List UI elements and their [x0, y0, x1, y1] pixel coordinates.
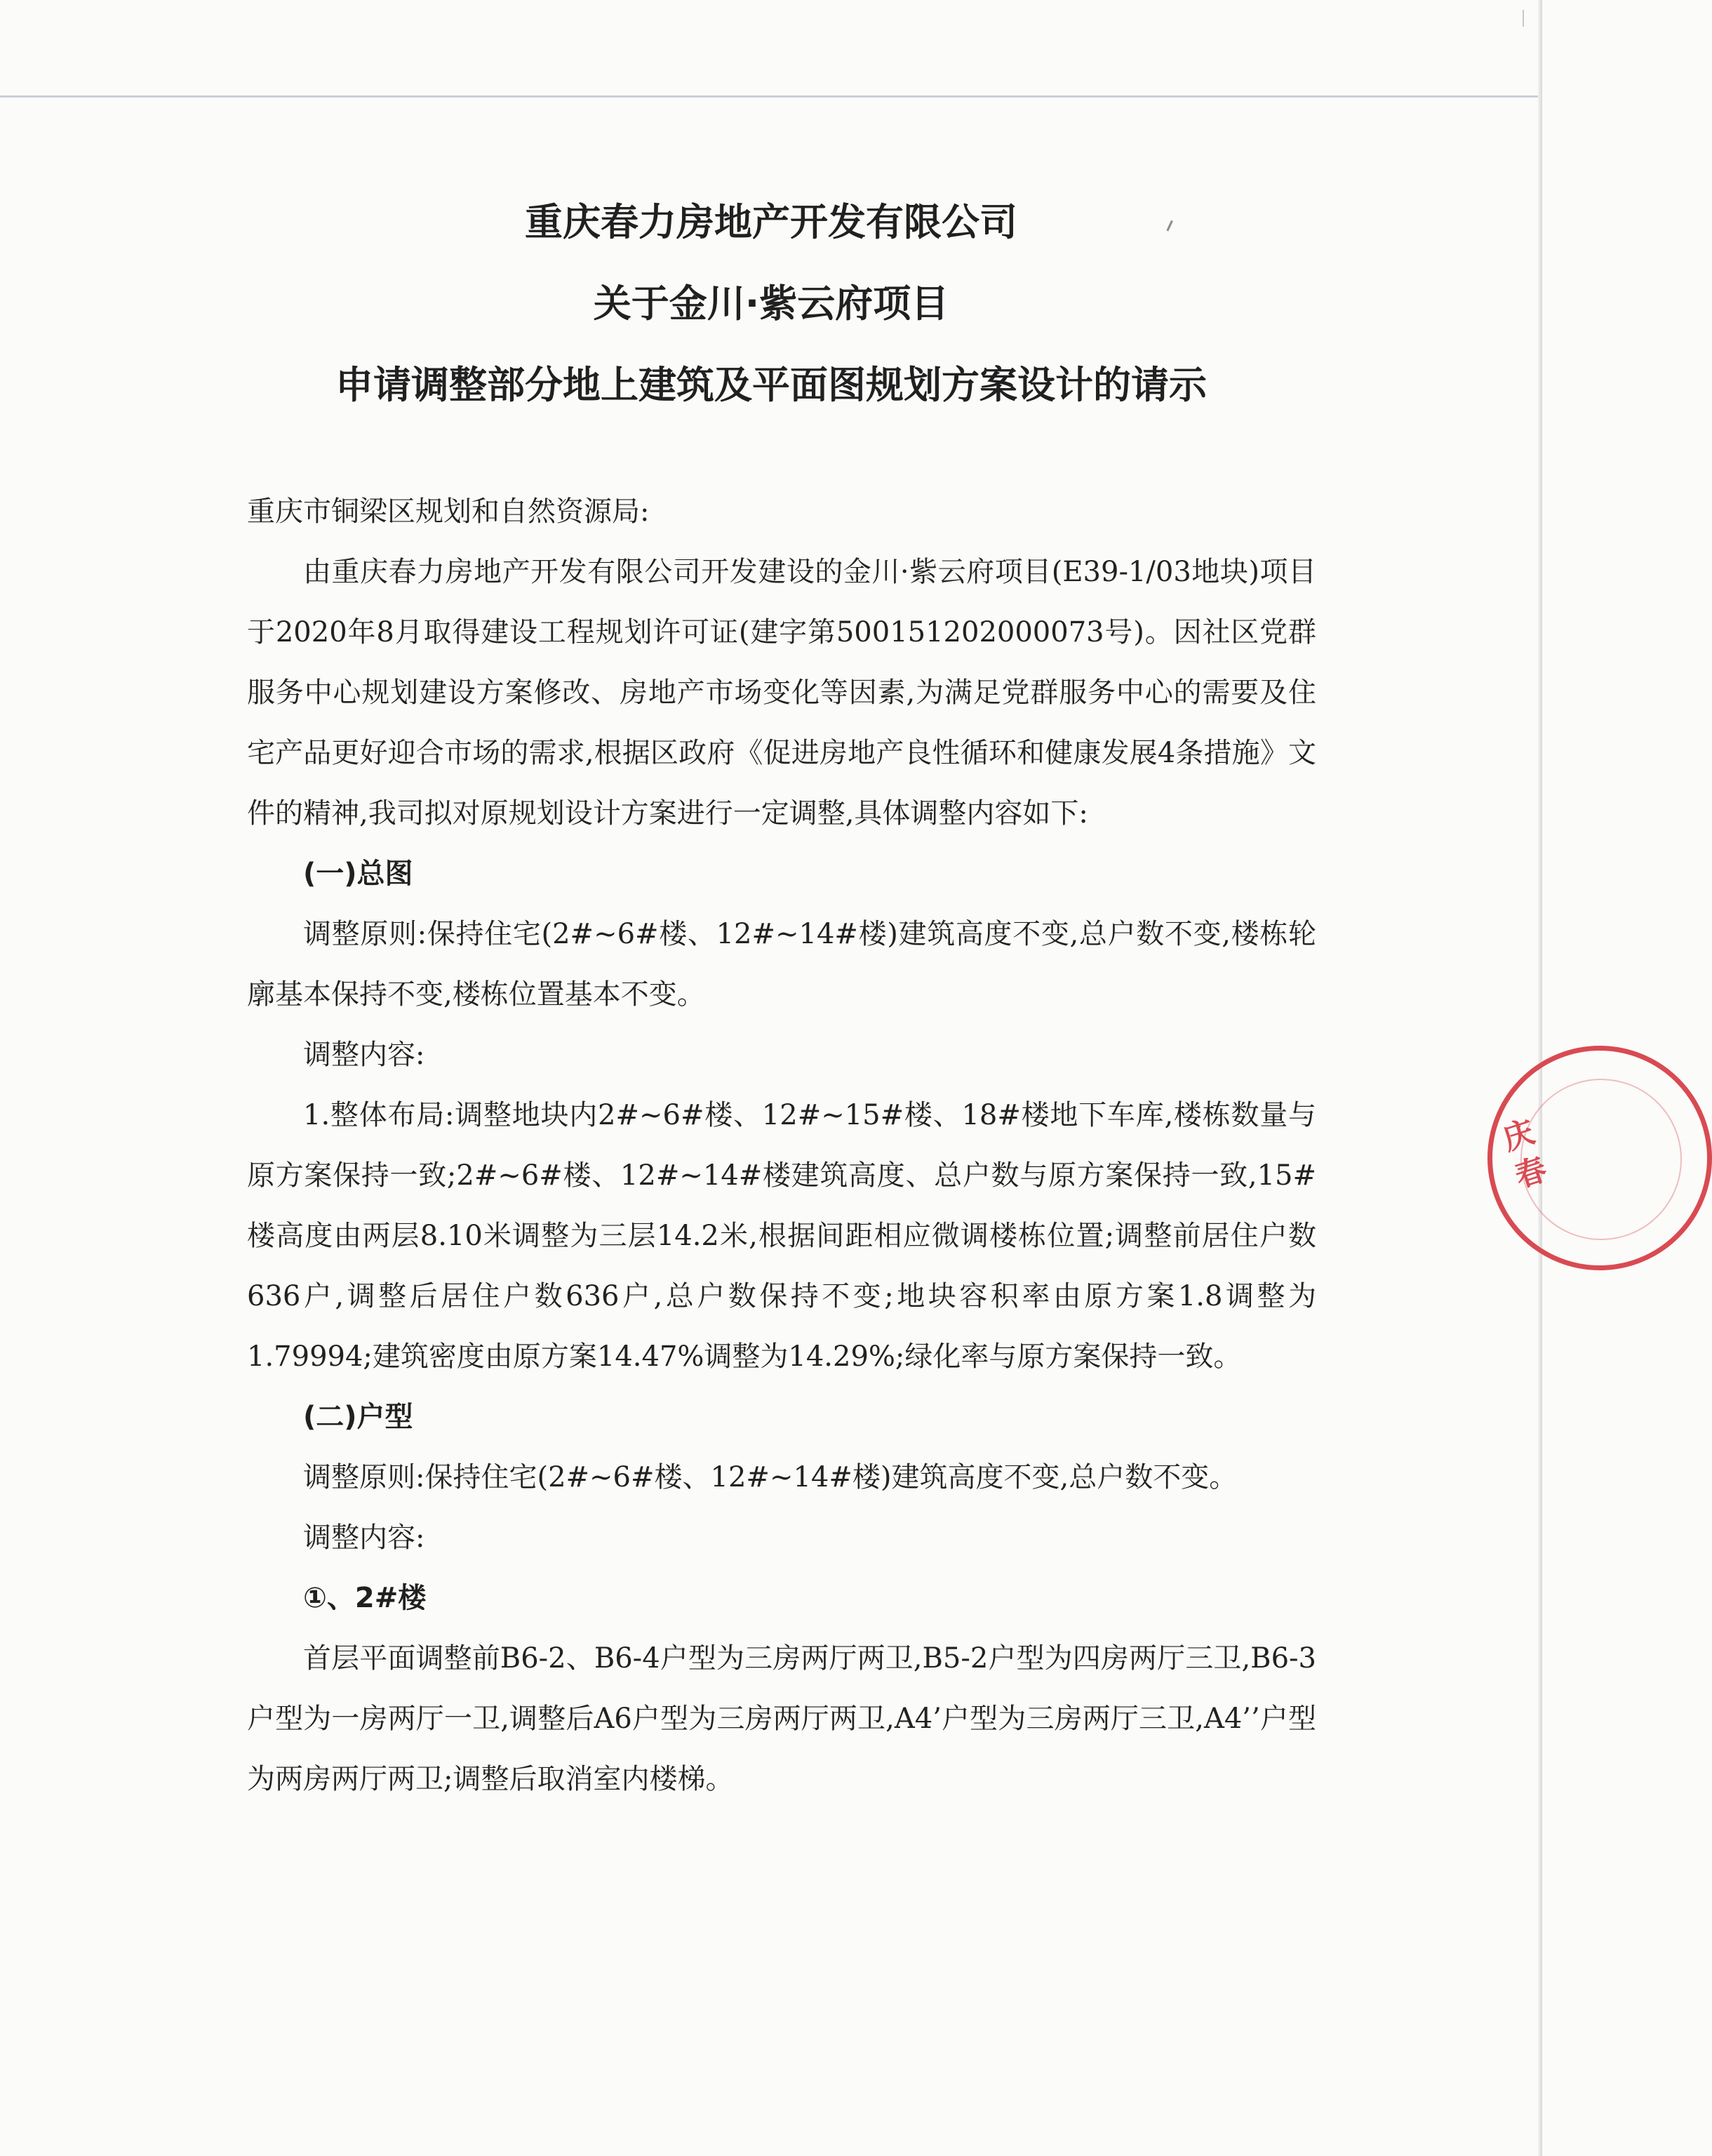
sub-heading-building-2: ①、2#楼 — [303, 1582, 427, 1614]
section1-content-label: 调整内容: — [303, 1039, 425, 1071]
scan-corner-mark — [1523, 10, 1524, 27]
title-line-company: 重庆春力房地产开发有限公司 — [525, 200, 1017, 244]
section1-item-layout: 1.整体布局:调整地块内2#~6#楼、12#~15#楼、18#楼地下车库,楼栋数量与原方案保持一致;2#~6#楼、12#~14#楼建筑高度、总户数与原方案保持一致,15#楼高度由两层8.10米调整为三层14.2米,根据间距相应微调楼栋位置;调整前居住户数636户,调整后居住户数636户,总户数保持不变;地块容积率由原方案1.8调整为1.79994;建筑密度由原方案14.47%调整为14.29%;绿化率与原方案保持一致。 — [247, 1099, 1316, 1373]
seal-text: 庆春 — [1498, 1114, 1551, 1195]
section1-principle: 调整原则:保持住宅(2#~6#楼、12#~14#楼)建筑高度不变,总户数不变,楼栋轮廓基本保持不变,楼栋位置基本不变。 — [247, 918, 1316, 1011]
section-heading-general-plan: (一)总图 — [303, 858, 413, 890]
company-seal — [1487, 1046, 1712, 1270]
scan-border-line — [0, 95, 1542, 98]
recipient: 重庆市铜梁区规划和自然资源局: — [247, 495, 650, 528]
title-line-subject: 申请调整部分地上建筑及平面图规划方案设计的请示 — [335, 363, 1207, 407]
building-2-paragraph: 首层平面调整前B6-2、B6-4户型为三房两厅两卫,B5-2户型为四房两厅三卫,B6-3户型为一房两厅一卫,调整后A6户型为三房两厅两卫,A4’户型为三房两厅三卫,A4’’户型为两房两厅两卫;调整后取消室内楼梯。 — [247, 1642, 1316, 1795]
section-heading-unit-type: (二)户型 — [303, 1401, 413, 1433]
intro-paragraph: 由重庆春力房地产开发有限公司开发建设的金川·紫云府项目(E39-1/03地块)项目于2020年8月取得建设工程规划许可证(建字第500151202000073号)。因社区党群服务中心规划建设方案修改、房地产市场变化等因素,为满足党群服务中心的需要及住宅产品更好迎合市场的需求,根据区政府《促进房地产良性循环和健康发展4条措施》文件的精神,我司拟对原规划设计方案进行一定调整,具体调整内容如下: — [247, 556, 1316, 830]
document-body — [247, 481, 1316, 1809]
section2-principle: 调整原则:保持住宅(2#~6#楼、12#~14#楼)建筑高度不变,总户数不变。 — [303, 1461, 1238, 1493]
title-line-project: 关于金川·紫云府项目 — [593, 281, 949, 326]
section2-content-label: 调整内容: — [303, 1522, 425, 1554]
